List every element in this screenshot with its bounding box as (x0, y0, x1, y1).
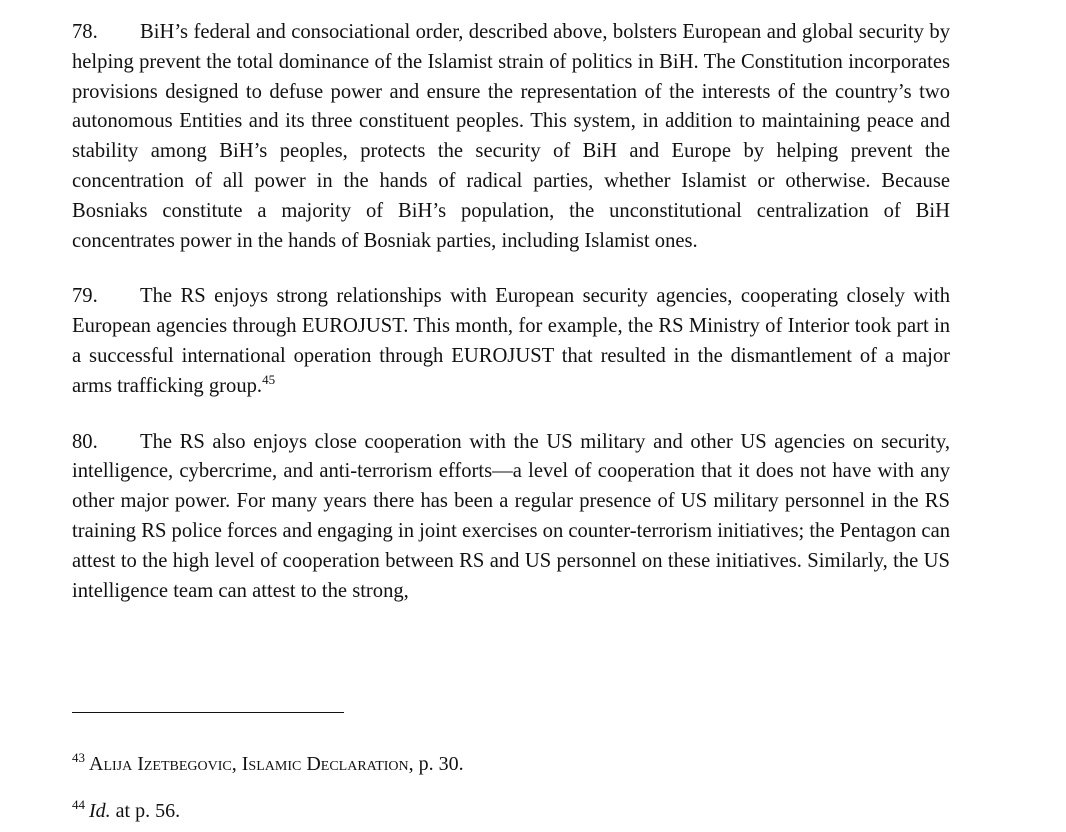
paragraph-text: BiH’s federal and consociational order, described above, bolsters European and global security by helping prevent the total dominance of the Islamist strain of politics in BiH. The Constitution incorporates provisions designed to defuse power and ensure the representation of the interests of the country’s two autonomous Entities and its three constituent peoples. This system, in addition to maintaining peace and stability among BiH’s peoples, protects the security of BiH and Europe by helping prevent the concentration of all power in the hands of radical parties, whether Islamist or otherwise. Because Bosniaks constitute a majority of BiH’s population, the unconstitutional centralization of BiH concentrates power in the hands of Bosniak parties, including Islamist ones. (72, 21, 950, 252)
footnote-43: $^{43}$ Alija Izetbegovic, Islamic Declaration, p. 30. (72, 750, 464, 775)
footnote-id: Id. (89, 800, 111, 822)
paragraph-number: 79. (72, 285, 98, 308)
paragraph-number: 80. (72, 430, 98, 453)
paragraph-text: The RS enjoys strong relationships with European security agencies, cooperating closely with European agencies through EUROJUST. This month, for example, the RS Ministry of Interior took part in a successful international operation through EUROJUST that resulted in the dismantlement of a major arms trafficking group. (72, 285, 950, 397)
document-body (72, 18, 950, 632)
paragraph-80 (72, 428, 950, 607)
footnote-separator (72, 712, 344, 713)
footnote-title: Islamic Declaration (241, 753, 409, 775)
footnote-number: 44 (72, 797, 85, 813)
footnote-44 (72, 799, 180, 823)
paragraph-text: The RS also enjoys close cooperation with the US military and other US agencies on security, intelligence, cybercrime, and anti-terrorism efforts—a level of cooperation that it does not have with any other major power. For many years there has been a regular presence of US military personnel in the RS training RS police forces and engaging in joint exercises on counter-terrorism initiatives; the Pentagon can attest to the high level of cooperation between RS and US personnel on these initiatives. Similarly, the US intelligence team can attest to the strong, (72, 430, 951, 602)
paragraph-78 (72, 18, 950, 256)
footnote-number: 43 (72, 750, 85, 766)
paragraph-number: 78. (72, 21, 98, 43)
footnote-author: Alija Izetbegovic (89, 753, 232, 775)
footnote-rest: at p. 56. (110, 800, 181, 822)
paragraph-79 (72, 282, 950, 401)
footnote-rest: , p. 30. (408, 753, 464, 775)
footnote-reference[interactable]: 45 (262, 371, 276, 387)
